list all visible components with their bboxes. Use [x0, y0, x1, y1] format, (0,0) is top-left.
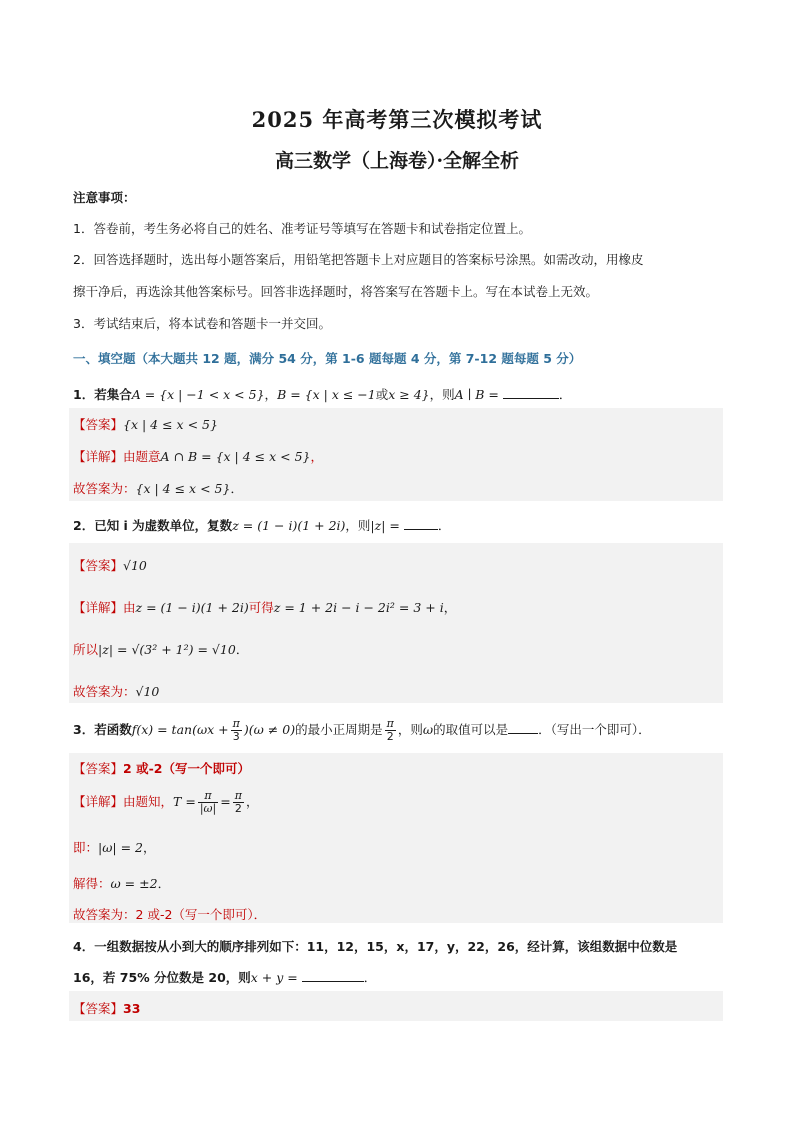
q2-then: ，则 [345, 518, 371, 533]
q3-frac-pi-3 [231, 718, 242, 743]
q3-T: T = [173, 794, 196, 809]
page-subtitle: 高三数学（上海卷）·全解全析 [274, 150, 520, 172]
q3-answer [73, 759, 250, 777]
notice-item-3: 3．考试结束后，将本试卷和答题卡一并交回。 [73, 316, 331, 331]
section-heading: 一、填空题（本大题共 12 题，满分 54 分，第 1-6 题每题 4 分，第 7-12 题每题 5 分） [73, 351, 582, 366]
q1-final [73, 479, 243, 497]
q3-final-label: 故答案为： [73, 907, 136, 922]
q2-detail [73, 598, 456, 616]
q3-namely-suffix: ， [143, 840, 156, 855]
q2-abs: |z| = [370, 518, 400, 533]
q1-comma: ， [264, 387, 278, 402]
q2-so-expr: |z| = √(3² + 1²) = √10 [98, 642, 236, 657]
q3-solve-expr: ω = ±2 [110, 876, 158, 891]
q3-frac3-den: |ω| [199, 802, 217, 815]
question-4-line-2 [73, 968, 376, 986]
q2-detail-result: z = 1 + 2i − i − 2i² = 3 + i [273, 600, 444, 615]
q1-detail [73, 447, 323, 465]
q1-detail-prefix: 由题意 [123, 449, 161, 464]
q3-frac-pi-2 [385, 718, 396, 743]
q3-eq: = [220, 794, 231, 809]
q2-so-suffix: ． [235, 642, 249, 657]
q3-detail-suffix: ， [245, 794, 259, 809]
q3-solve-label: 解得： [73, 876, 111, 891]
q3-tail2: ．（写出一个即可）． [538, 722, 651, 737]
q3-detail [73, 790, 258, 815]
q2-detail-prefix: 由 [123, 600, 136, 615]
q1-answer [73, 415, 218, 433]
q4-line2-expr: x + y = [250, 970, 298, 985]
q3-func: f(x) = tan(ωx + [131, 722, 229, 737]
notice-item-2a: 2．回答选择题时，选出每小题答案后，用铅笔把答题卡上对应题目的答案标号涂黑。如需改动，用橡皮 [73, 252, 644, 267]
q3-after: ，则 [397, 722, 423, 737]
question-1: 1．若集合A = {x | −1 < x < 5}，B = {x | x ≤ −1或x ≥ 4}，则A ∣ B = ． [73, 387, 572, 402]
q1-ab: A ∣ B = [454, 387, 499, 402]
q4-answer-panel [69, 991, 723, 1021]
q3-detail-label: 【详解】 [73, 794, 124, 809]
q3-solve-suffix: ． [157, 876, 171, 891]
q3-prefix: 3．若函数 [73, 722, 132, 737]
q1-set-b: B = {x | x ≤ −1 [277, 387, 376, 402]
q2-final [73, 682, 159, 700]
q3-namely [73, 838, 156, 856]
q2-expr: z = (1 − i)(1 + 2i) [232, 518, 346, 533]
q4-answer-value: 33 [123, 1001, 141, 1016]
notice-item-2b: 擦干净后，再选涂其他答案标号。回答非选择题时，将答案写在答题卡上。写在本试卷上无效。 [73, 284, 599, 299]
q4-line1: 4．一组数据按从小到大的顺序排列如下：11，12，15，x，17，y，22，26，经计算，该组数据中位数是 [73, 939, 678, 954]
q2-prefix: 2．已知 i 为虚数单位，复数 [73, 518, 233, 533]
q3-detail-prefix: 由题知， [123, 794, 174, 809]
q3-final [73, 905, 266, 923]
q1-then: ，则 [429, 387, 455, 402]
q3-omega: ω [422, 722, 434, 737]
q3-frac2-num: π [386, 717, 394, 730]
notice-heading: 注意事项： [73, 190, 136, 205]
q1-answer-value: {x | 4 ≤ x < 5} [123, 417, 218, 432]
q3-solve [73, 874, 170, 892]
q1-detail-suffix: ， [310, 449, 324, 464]
q4-line2-suffix: ． [363, 970, 377, 985]
page-title: 2025 年高考第三次模拟考试 [251, 107, 543, 132]
q2-answer [73, 556, 147, 574]
q3-final-value: 2 或-2（写一个即可）． [135, 907, 267, 922]
q2-answer-value: √10 [123, 558, 147, 573]
question-3 [73, 718, 651, 743]
q3-frac-pi-omega [198, 790, 218, 815]
q2-detail-expr: z = (1 − i)(1 + 2i) [135, 600, 249, 615]
q2-detail-suffix: ， [443, 600, 457, 615]
q4-line2-prefix: 16，若 75% 分位数是 20，则 [73, 970, 251, 985]
q2-final-label: 故答案为： [73, 684, 136, 699]
q2-blank [404, 517, 438, 530]
q1-final-value: {x | 4 ≤ x < 5} [135, 481, 231, 496]
q1-detail-label: 【详解】 [73, 449, 124, 464]
q4-answer [73, 999, 140, 1017]
notice-item-1: 1．答卷前，考生务必将自己的姓名、准考证号等填写在答题卡和试卷指定位置上。 [73, 221, 531, 236]
q1-prefix: 1．若集合 [73, 387, 132, 402]
q3-mid: 的最小正周期是 [295, 722, 383, 737]
q2-final-value: √10 [135, 684, 160, 699]
q1-set-a: A = {x | −1 < x < 5} [131, 387, 265, 402]
q3-answer-value: 2 或-2（写一个即可） [123, 761, 250, 776]
q1-answer-label: 【答案】 [73, 417, 124, 432]
q2-so-label: 所以 [73, 642, 99, 657]
q2-answer-label: 【答案】 [73, 558, 124, 573]
q1-detail-math: A ∩ B = {x | 4 ≤ x < 5} [160, 449, 311, 464]
q2-answer-panel [69, 543, 723, 703]
q3-answer-panel [69, 753, 723, 923]
q3-frac-pi-2b [233, 790, 244, 815]
q3-frac2-den: 2 [386, 730, 394, 743]
question-4-line-1 [73, 937, 677, 955]
q1-blank [503, 386, 559, 399]
q3-frac4-num: π [234, 789, 242, 802]
q4-blank [302, 969, 364, 982]
q1-or: 或 [375, 387, 389, 402]
q3-namely-label: 即： [73, 840, 99, 855]
q1-set-b2: x ≥ 4} [388, 387, 430, 402]
q2-detail-mid: 可得 [248, 600, 274, 615]
q3-namely-expr: |ω| = 2 [98, 840, 144, 855]
q2-detail-label: 【详解】 [73, 600, 124, 615]
question-2: 2．已知 i 为虚数单位，复数z = (1 − i)(1 + 2i)，则|z| = ． [73, 518, 451, 533]
q4-answer-label: 【答案】 [73, 1001, 124, 1016]
q3-frac4-den: 2 [234, 802, 242, 815]
q3-frac3-num: π [198, 790, 218, 803]
q1-final-suffix: ． [230, 481, 243, 496]
q3-func-end: )(ω ≠ 0) [243, 722, 296, 737]
q3-answer-label: 【答案】 [73, 761, 124, 776]
q3-frac-num: π [232, 717, 240, 730]
q1-final-label: 故答案为： [73, 481, 136, 496]
q2-so [73, 640, 248, 658]
q3-frac-den: 3 [232, 730, 240, 743]
q3-blank [508, 721, 538, 734]
q3-tail: 的取值可以是 [433, 722, 509, 737]
